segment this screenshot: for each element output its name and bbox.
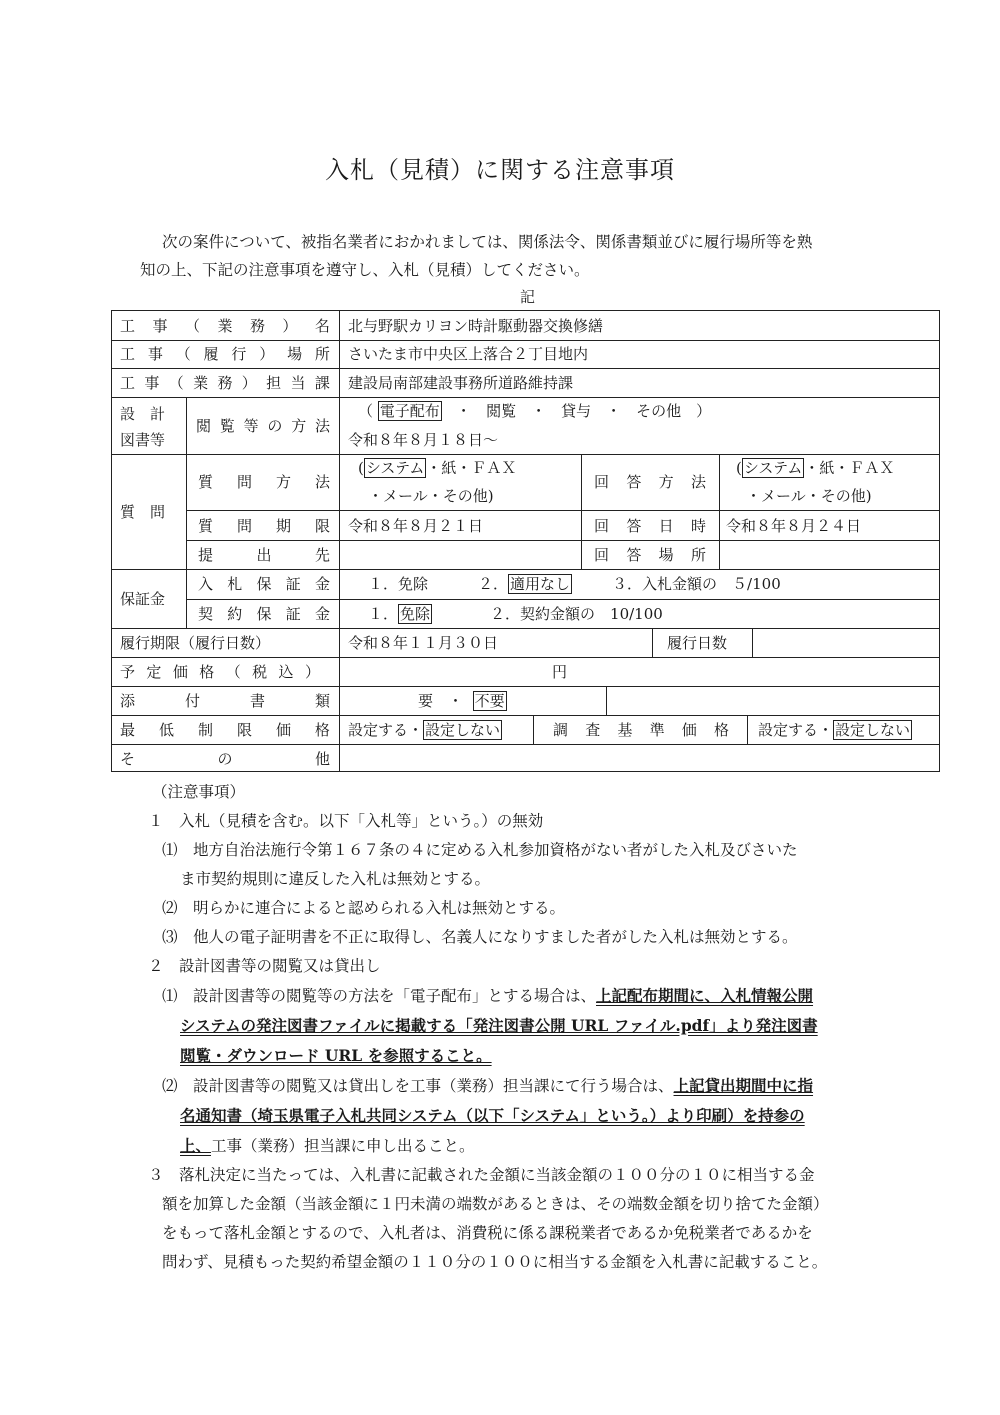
- submit-to-label: 提 出 先: [198, 546, 330, 564]
- note-2-1-line1: ⑴ 設計図書等の閲覧等の方法を「電子配布」とする場合は、上記配布期間に、入札情報公開: [162, 986, 814, 1005]
- work-dept-value: 建設局南部建設事務所道路維持課: [348, 374, 574, 392]
- note-2-1-line3: 閲覧・ダウンロード URL を参照すること。: [180, 1046, 492, 1065]
- view-options: [358, 402, 711, 420]
- survey-price-not-set-selected: 設定しない: [835, 721, 911, 739]
- period-value: 令和８年１１月３０日: [348, 634, 499, 652]
- note-3-line2: 額を加算した金額（当該金額に１円未満の端数があるときは、その端数金額を切り捨てた金額）: [162, 1195, 829, 1213]
- note-1-1-line1: ⑴ 地方自治法施行令第１６７条の４に定める入札参加資格がない者がした入札及びさいた: [162, 841, 798, 859]
- info-table: [111, 310, 940, 772]
- attachments-not-required-selected: 不要: [474, 692, 505, 710]
- days-label: 履行日数: [667, 634, 728, 652]
- question-label: 質 問: [120, 503, 166, 521]
- ki-heading: 記: [519, 288, 535, 306]
- page-title: 入札（見積）に関する注意事項: [325, 156, 675, 184]
- intro-line-1: 次の案件について、被指名業者におかれましては、関係法令、関係書類並びに履行場所等を熟: [162, 233, 813, 251]
- answer-method-label: 回 答 方 法: [594, 473, 706, 491]
- note-2-2-line1: ⑵ 設計図書等の閲覧又は貸出しを工事（業務）担当課にて行う場合は、上記貸出期間中に指: [162, 1076, 814, 1095]
- min-price-not-set-selected: 設定しない: [425, 721, 501, 739]
- answer-system-selected: システム: [743, 459, 803, 477]
- min-price-options: 設定する・ 設定しない: [348, 721, 501, 739]
- notes-heading: （注意事項）: [152, 783, 246, 801]
- question-method-options: ( システム ・紙・ＦＡＸ: [358, 459, 517, 477]
- answer-method-options-2: ・メール・その他): [746, 487, 872, 505]
- price-label: 予 定 価 格 （ 税 込 ）: [120, 663, 320, 681]
- view-options-open: （: [358, 402, 374, 420]
- bid-deposit-options: １．免除 ２． 適用なし ３．入札金額の ５/100: [368, 575, 781, 593]
- question-deadline-value: 令和８年８月２１日: [348, 517, 484, 535]
- survey-price-label: 調 査 基 準 価 格: [553, 721, 729, 739]
- answer-date-label: 回 答 日 時: [594, 517, 706, 535]
- note-1-1-line2: ま市契約規則に違反した入札は無効とする。: [180, 870, 491, 888]
- note-3-line3: をもって落札金額とするので、入札者は、消費税に係る課税業者であるか免税業者であるかを: [162, 1224, 813, 1242]
- period-label: 履行期限（履行日数）: [120, 634, 271, 652]
- question-system-selected: システム: [365, 459, 425, 477]
- work-place-label: 工 事 （ 履 行 ） 場 所: [120, 345, 330, 363]
- answer-date-value: 令和８年８月２４日: [726, 517, 862, 535]
- bid-deposit-not-applicable-selected: 適用なし: [510, 575, 571, 593]
- other-label: そ の 他: [120, 750, 330, 768]
- note-2: ２ 設計図書等の閲覧又は貸出し: [148, 957, 381, 975]
- note-3-line4: 問わず、見積もった契約希望金額の１１０分の１００に相当する金額を入札書に記載すること。: [162, 1253, 828, 1271]
- view-date: 令和８年８月１８日～: [348, 431, 499, 449]
- question-deadline-label: 質 問 期 限: [198, 517, 330, 535]
- note-2-2-line3: 上、工事（業務）担当課に申し出ること。: [180, 1136, 475, 1155]
- work-dept-label: 工 事 （ 業 務 ） 担 当 課: [120, 374, 330, 392]
- view-options-rest: ・ 閲覧 ・ 貸与 ・ その他 ）: [456, 402, 712, 420]
- contract-deposit-options: １． 免除 ２．契約金額の 10/100: [368, 605, 663, 623]
- note-2-2-line2: 名通知書（埼玉県電子入札共同システム（以下「システム」という。）より印刷）を持参の: [180, 1106, 805, 1125]
- view-method-label: 閲 覧 等 の 方 法: [196, 417, 330, 435]
- work-name-value: 北与野駅カリヨン時計駆動器交換修繕: [348, 317, 604, 335]
- question-method-label: 質 問 方 法: [198, 473, 330, 491]
- work-place-value: さいたま市中央区上落合２丁目地内: [348, 345, 589, 363]
- note-1-3: ⑶ 他人の電子証明書を不正に取得し、名義人になりすました者がした入札は無効とする。: [162, 928, 798, 946]
- attachments-options: 要 ・ 不要: [418, 692, 505, 710]
- note-1-2: ⑵ 明らかに連合によると認められる入札は無効とする。: [162, 899, 566, 917]
- work-name-label: 工 事 （ 業 務 ） 名: [120, 317, 330, 335]
- design-label-line1: 設 計: [120, 405, 166, 423]
- min-price-label: 最 低 制 限 価 格: [120, 721, 330, 739]
- intro-line-2: 知の上、下記の注意事項を遵守し、入札（見積）してください。: [140, 261, 590, 279]
- note-1: １ 入札（見積を含む。以下「入札等」という。）の無効: [148, 812, 544, 830]
- answer-method-options: ( システム ・紙・ＦＡＸ: [736, 459, 895, 477]
- contract-deposit-label: 契 約 保 証 金: [198, 605, 330, 623]
- question-method-options-2: ・メール・その他): [368, 487, 494, 505]
- bid-deposit-label: 入 札 保 証 金: [198, 575, 330, 593]
- price-unit: 円: [552, 663, 568, 681]
- electronic-distribution-selected: 電子配布: [379, 402, 440, 420]
- deposit-label: 保証金: [120, 590, 166, 608]
- answer-place-label: 回 答 場 所: [594, 546, 706, 564]
- attachments-label: 添 付 書 類: [120, 692, 330, 710]
- survey-price-options: 設定する・ 設定しない: [758, 721, 911, 739]
- note-2-1-line2: システムの発注図書ファイルに掲載する「発注図書公開 URL ファイル.pdf」より発注図書: [180, 1016, 818, 1035]
- intro-paragraph: [140, 228, 920, 284]
- note-3-line1: ３ 落札決定に当たっては、入札書に記載された金額に当該金額の１００分の１０に相当する金: [148, 1166, 815, 1184]
- notes-section: [142, 778, 922, 1277]
- design-label-line2: 図書等: [120, 431, 166, 449]
- contract-deposit-exempt-selected: 免除: [400, 605, 431, 623]
